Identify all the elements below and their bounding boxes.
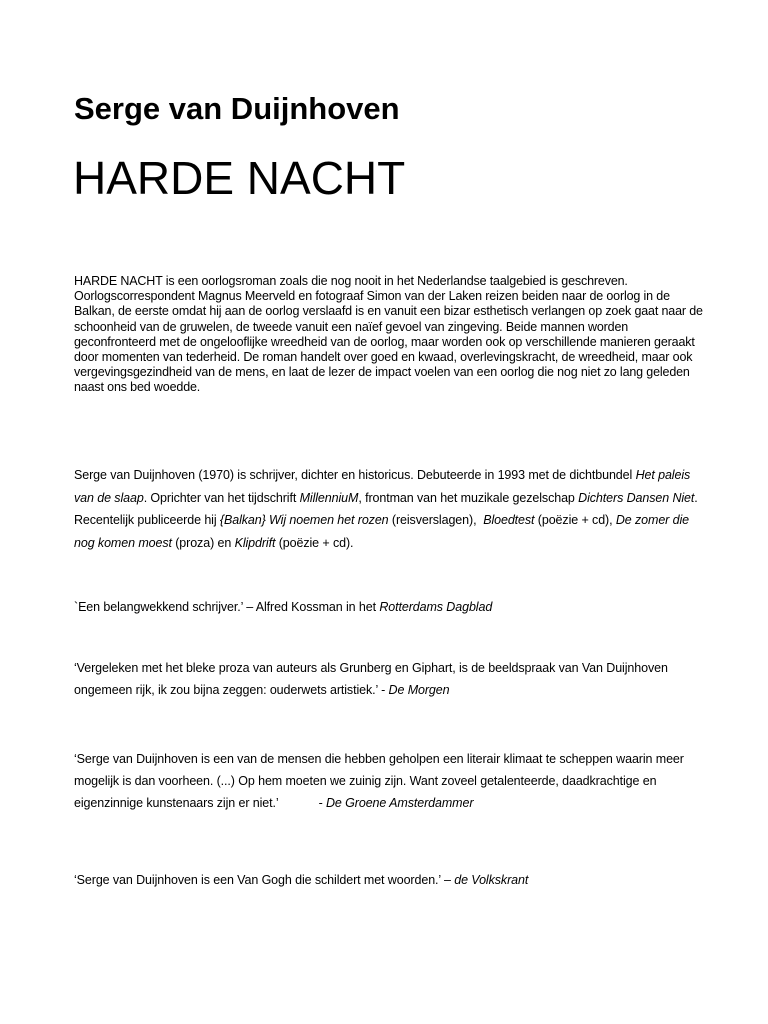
book-title: HARDE NACHT <box>73 152 406 204</box>
quote-text: `Een belangwekkend schrijver.’ – Alfred Kossman in het <box>74 600 380 614</box>
quote-source: De Morgen <box>388 683 450 697</box>
bio-text: (proza) en <box>171 535 235 550</box>
author-bio-paragraph <box>74 464 704 554</box>
bio-work-title: Dichters Dansen Niet <box>578 490 695 505</box>
bio-work-title: Bloedtest <box>483 513 535 527</box>
quote-text: ‘Serge van Duijnhoven is een van de mensen die hebben geholpen een literair klimaat te scheppen waarin meer mogelijk is dan voorheen. (...) Op hem moeten we zuinig zijn. Want zoveel getalenteerde, daadkrachtige en eigenzinnige kunstenaars zijn er niet.’ <box>74 752 684 810</box>
review-quote <box>74 869 714 891</box>
quote-source: De Groene Amsterdammer <box>326 796 474 810</box>
bio-work-title: MillenniuM <box>299 490 359 505</box>
quote-text: ‘Vergeleken met het bleke proza van auteurs als Grunberg en Giphart, is de beeldspraak van Van Duijnhoven ongemeen rijk, ik zou bijna zeggen: ouderwets artistiek.’ - <box>74 661 668 697</box>
bio-text: (reisverslagen), <box>388 513 484 527</box>
review-quote <box>74 596 714 618</box>
bio-text: . Recentelijk publiceerde hij <box>74 490 698 527</box>
quote-text: ‘Serge van Duijnhoven is een Van Gogh die schildert met woorden.’ – <box>74 873 455 887</box>
bio-text: , frontman van het muzikale gezelschap <box>358 490 579 505</box>
bio-work-title: De zomer die nog komen moest <box>74 513 689 550</box>
bio-work-title: Klipdrift <box>234 535 276 550</box>
bio-text: Serge van Duijnhoven (1970) is schrijver, dichter en historicus. Debuteerde in 1993 met de dichtbundel <box>74 468 636 482</box>
quote-dash: - <box>318 796 326 810</box>
bio-work-title: {Balkan} Wij noemen het rozen <box>219 513 389 527</box>
review-quote <box>74 748 714 814</box>
synopsis-paragraph: HARDE NACHT is een oorlogsroman zoals die nog nooit in het Nederlandse taalgebied is geschreven. Oorlogscorrespondent Magnus Meerveld en fotograaf Simon van der Laken reizen beiden naar de oorlog in de Balkan, de eerste omdat hij aan de oorlog verslaafd is en vanuit een bizar esthetisch verlangen op zoek gaat naar de schoonheid van de gruwelen, de tweede vanuit een naïef gevoel van zingeving. Beide mannen worden geconfronteerd met de ongelooflijke wreedheid van de oorlog, maar worden ook op verschillende manieren geraakt door momenten van tederheid. De roman handelt over goed en kwaad, overlevingskracht, de wreedheid, maar ook vergevingsgezindheid van de mens, en laat de lezer de impact voelen van een oorlog die nog niet zo lang geleden naast ons bed woedde. <box>74 274 703 395</box>
bio-text: (poëzie + cd), <box>534 513 616 527</box>
quote-source: de Volkskrant <box>454 873 529 887</box>
review-quote <box>74 657 714 701</box>
author-name: Serge van Duijnhoven <box>74 91 400 126</box>
bio-text: (poëzie + cd). <box>275 535 354 550</box>
bio-text: . Oprichter van het tijdschrift <box>143 490 300 505</box>
quote-source: Rotterdams Dagblad <box>379 600 493 614</box>
bio-work-title: Het paleis van de slaap <box>74 468 691 505</box>
